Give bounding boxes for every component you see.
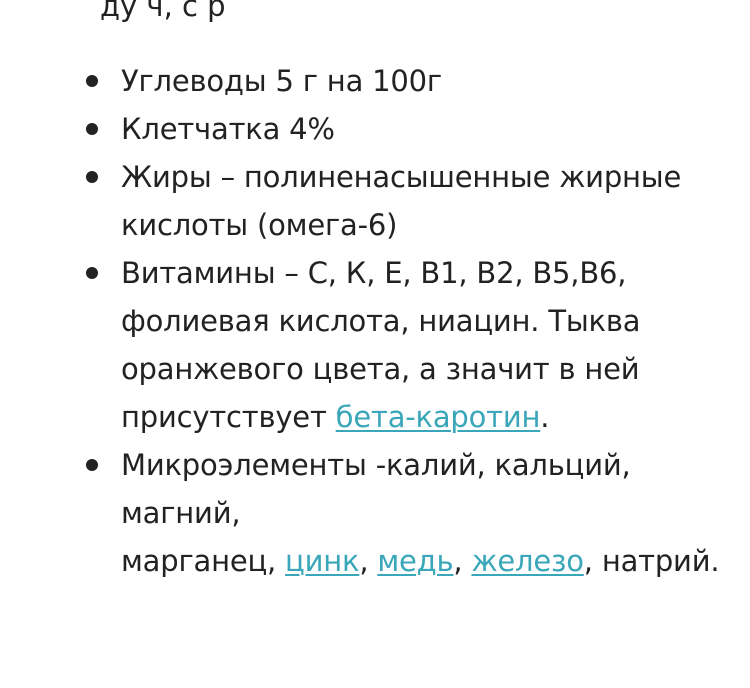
bullet-icon [86, 171, 98, 183]
item-text: , натрий. [583, 544, 720, 578]
zinc-link[interactable]: цинк [285, 544, 360, 578]
separator: , [453, 544, 472, 578]
bullet-icon [86, 75, 98, 87]
item-text: кислоты (омега-6) [121, 208, 398, 242]
bullet-icon [86, 267, 98, 279]
copper-link[interactable]: медь [377, 544, 454, 578]
bullet-icon [86, 123, 98, 135]
item-text: Микроэлементы -калий, кальций, [121, 448, 631, 482]
item-text: Углеводы 5 г на 100г [121, 64, 442, 98]
item-text: марганец, [121, 544, 286, 578]
item-text: оранжевого цвета, а значит в ней [121, 352, 640, 386]
list-item-fiber [0, 105, 750, 153]
list-item-fats [0, 153, 750, 249]
beta-carotene-link[interactable]: бета-каротин [335, 400, 541, 434]
item-text-with-link [121, 393, 720, 441]
bullet-icon [86, 459, 98, 471]
list-item-carbohydrates [0, 57, 750, 105]
item-text: Витамины – С, К, Е, В1, В2, В5,В6, [121, 256, 627, 290]
item-text: . [540, 400, 550, 434]
item-text: магний, [121, 496, 241, 530]
iron-link[interactable]: железо [471, 544, 584, 578]
item-text: фолиевая кислота, ниацин. Тыква [121, 304, 641, 338]
item-text: присутствует [121, 400, 336, 434]
nutrient-list [0, 57, 750, 585]
list-item-vitamins [0, 249, 750, 441]
list-item-microelements [0, 441, 750, 585]
item-text: Клетчатка 4% [121, 112, 335, 146]
clipped-previous-line: ду ч, с р [100, 0, 226, 23]
item-text-with-links [121, 537, 720, 585]
separator: , [359, 544, 378, 578]
item-text: Жиры – полиненасышенные жирные [121, 160, 682, 194]
